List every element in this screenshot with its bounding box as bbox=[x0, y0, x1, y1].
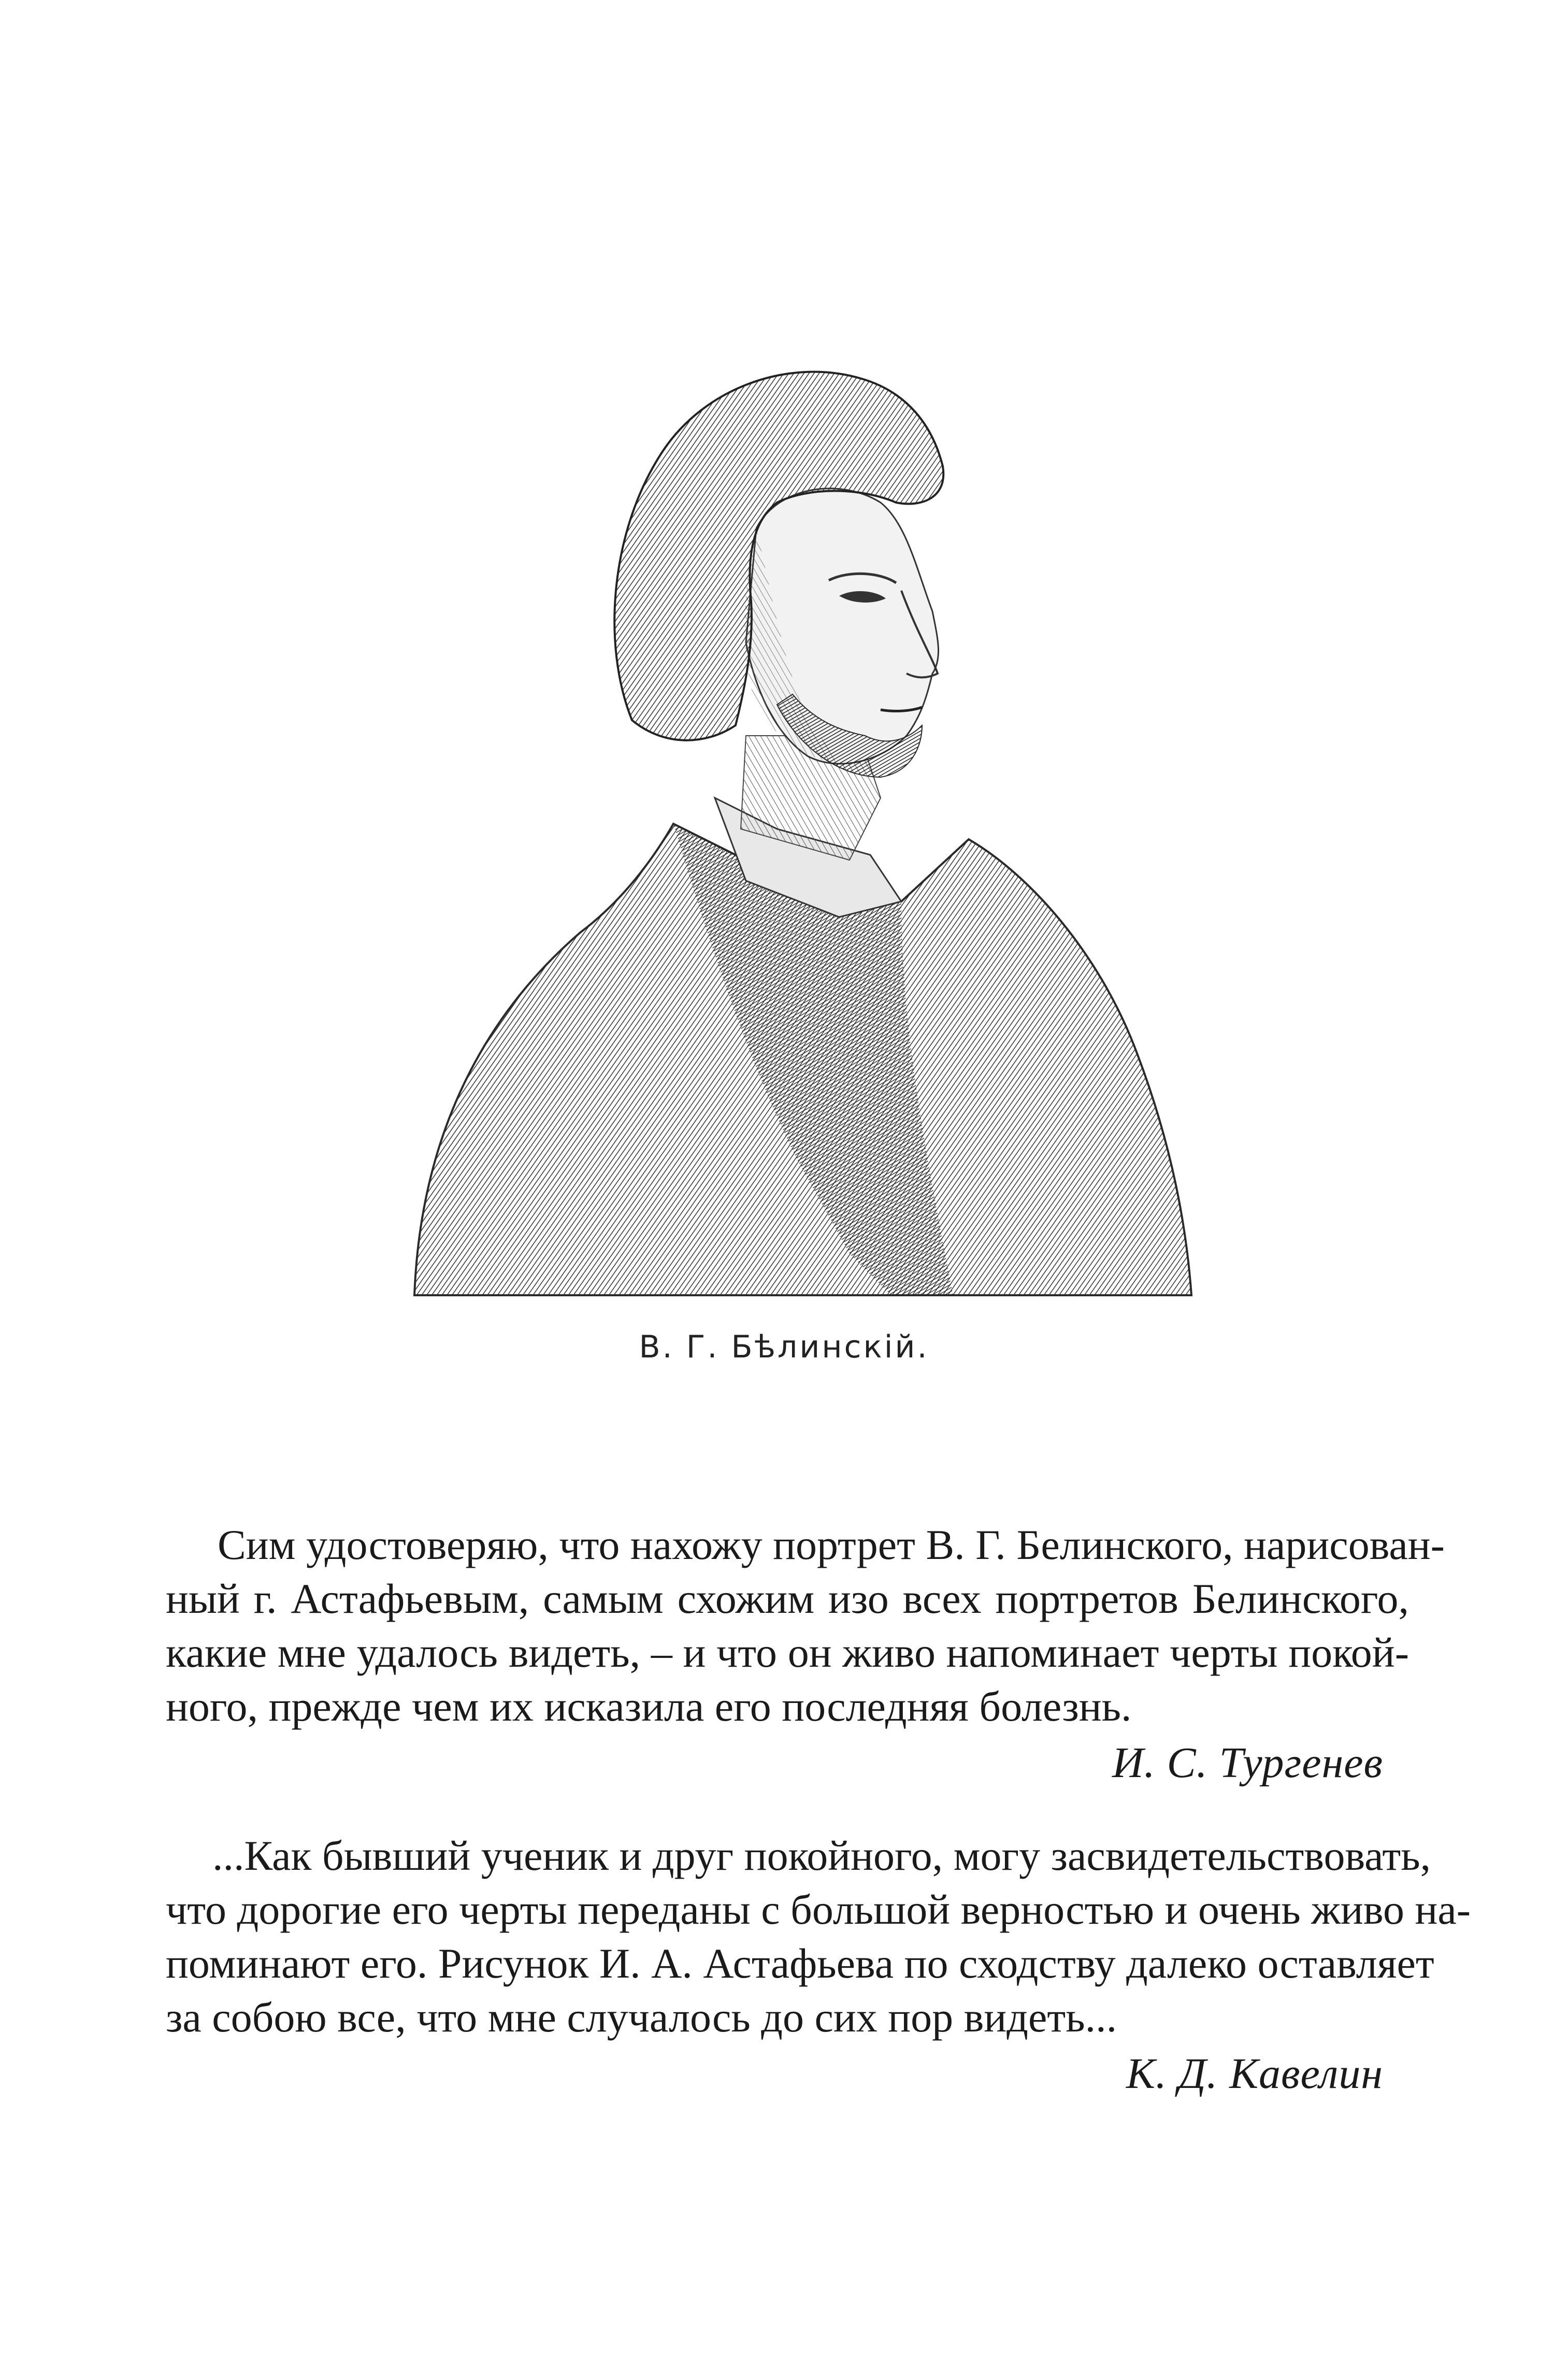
testimony-line: какие мне удалось видеть, – и что он живо напоминает черты покой- bbox=[166, 1629, 1409, 1676]
portrait-engraving bbox=[383, 280, 1202, 1316]
testimony-line: ный г. Астафьевым, самым схожим изо всех портретов Белинского, bbox=[166, 1575, 1409, 1622]
testimony-line: Сим удостоверяю, что нахожу портрет В. Г. Белинского, нарисован- bbox=[218, 1521, 1445, 1568]
portrait-caption: В. Г. Бѣлинскій. bbox=[639, 1329, 929, 1365]
testimony-line: ного, прежде чем их исказила его последняя болезнь. bbox=[166, 1683, 1132, 1730]
testimony-line: поминают его. Рисунок И. А. Астафьева по сходству далеко оставляет bbox=[166, 1940, 1434, 1987]
testimony-turgenev bbox=[166, 1518, 1445, 1791]
testimony-kavelin bbox=[166, 1829, 1471, 2102]
testimony-line: ...Как бывший ученик и друг покойного, могу засвидетельствовать, bbox=[212, 1832, 1431, 1879]
signature-kavelin: К. Д. Кавелин bbox=[1126, 2050, 1383, 2098]
signature-turgenev: И. С. Тургенев bbox=[1112, 1739, 1383, 1787]
testimony-line: что дорогие его черты переданы с большой верностью и очень живо на- bbox=[166, 1886, 1471, 1933]
testimony-line: за собою все, что мне случалось до сих пор видеть... bbox=[166, 1994, 1117, 2041]
